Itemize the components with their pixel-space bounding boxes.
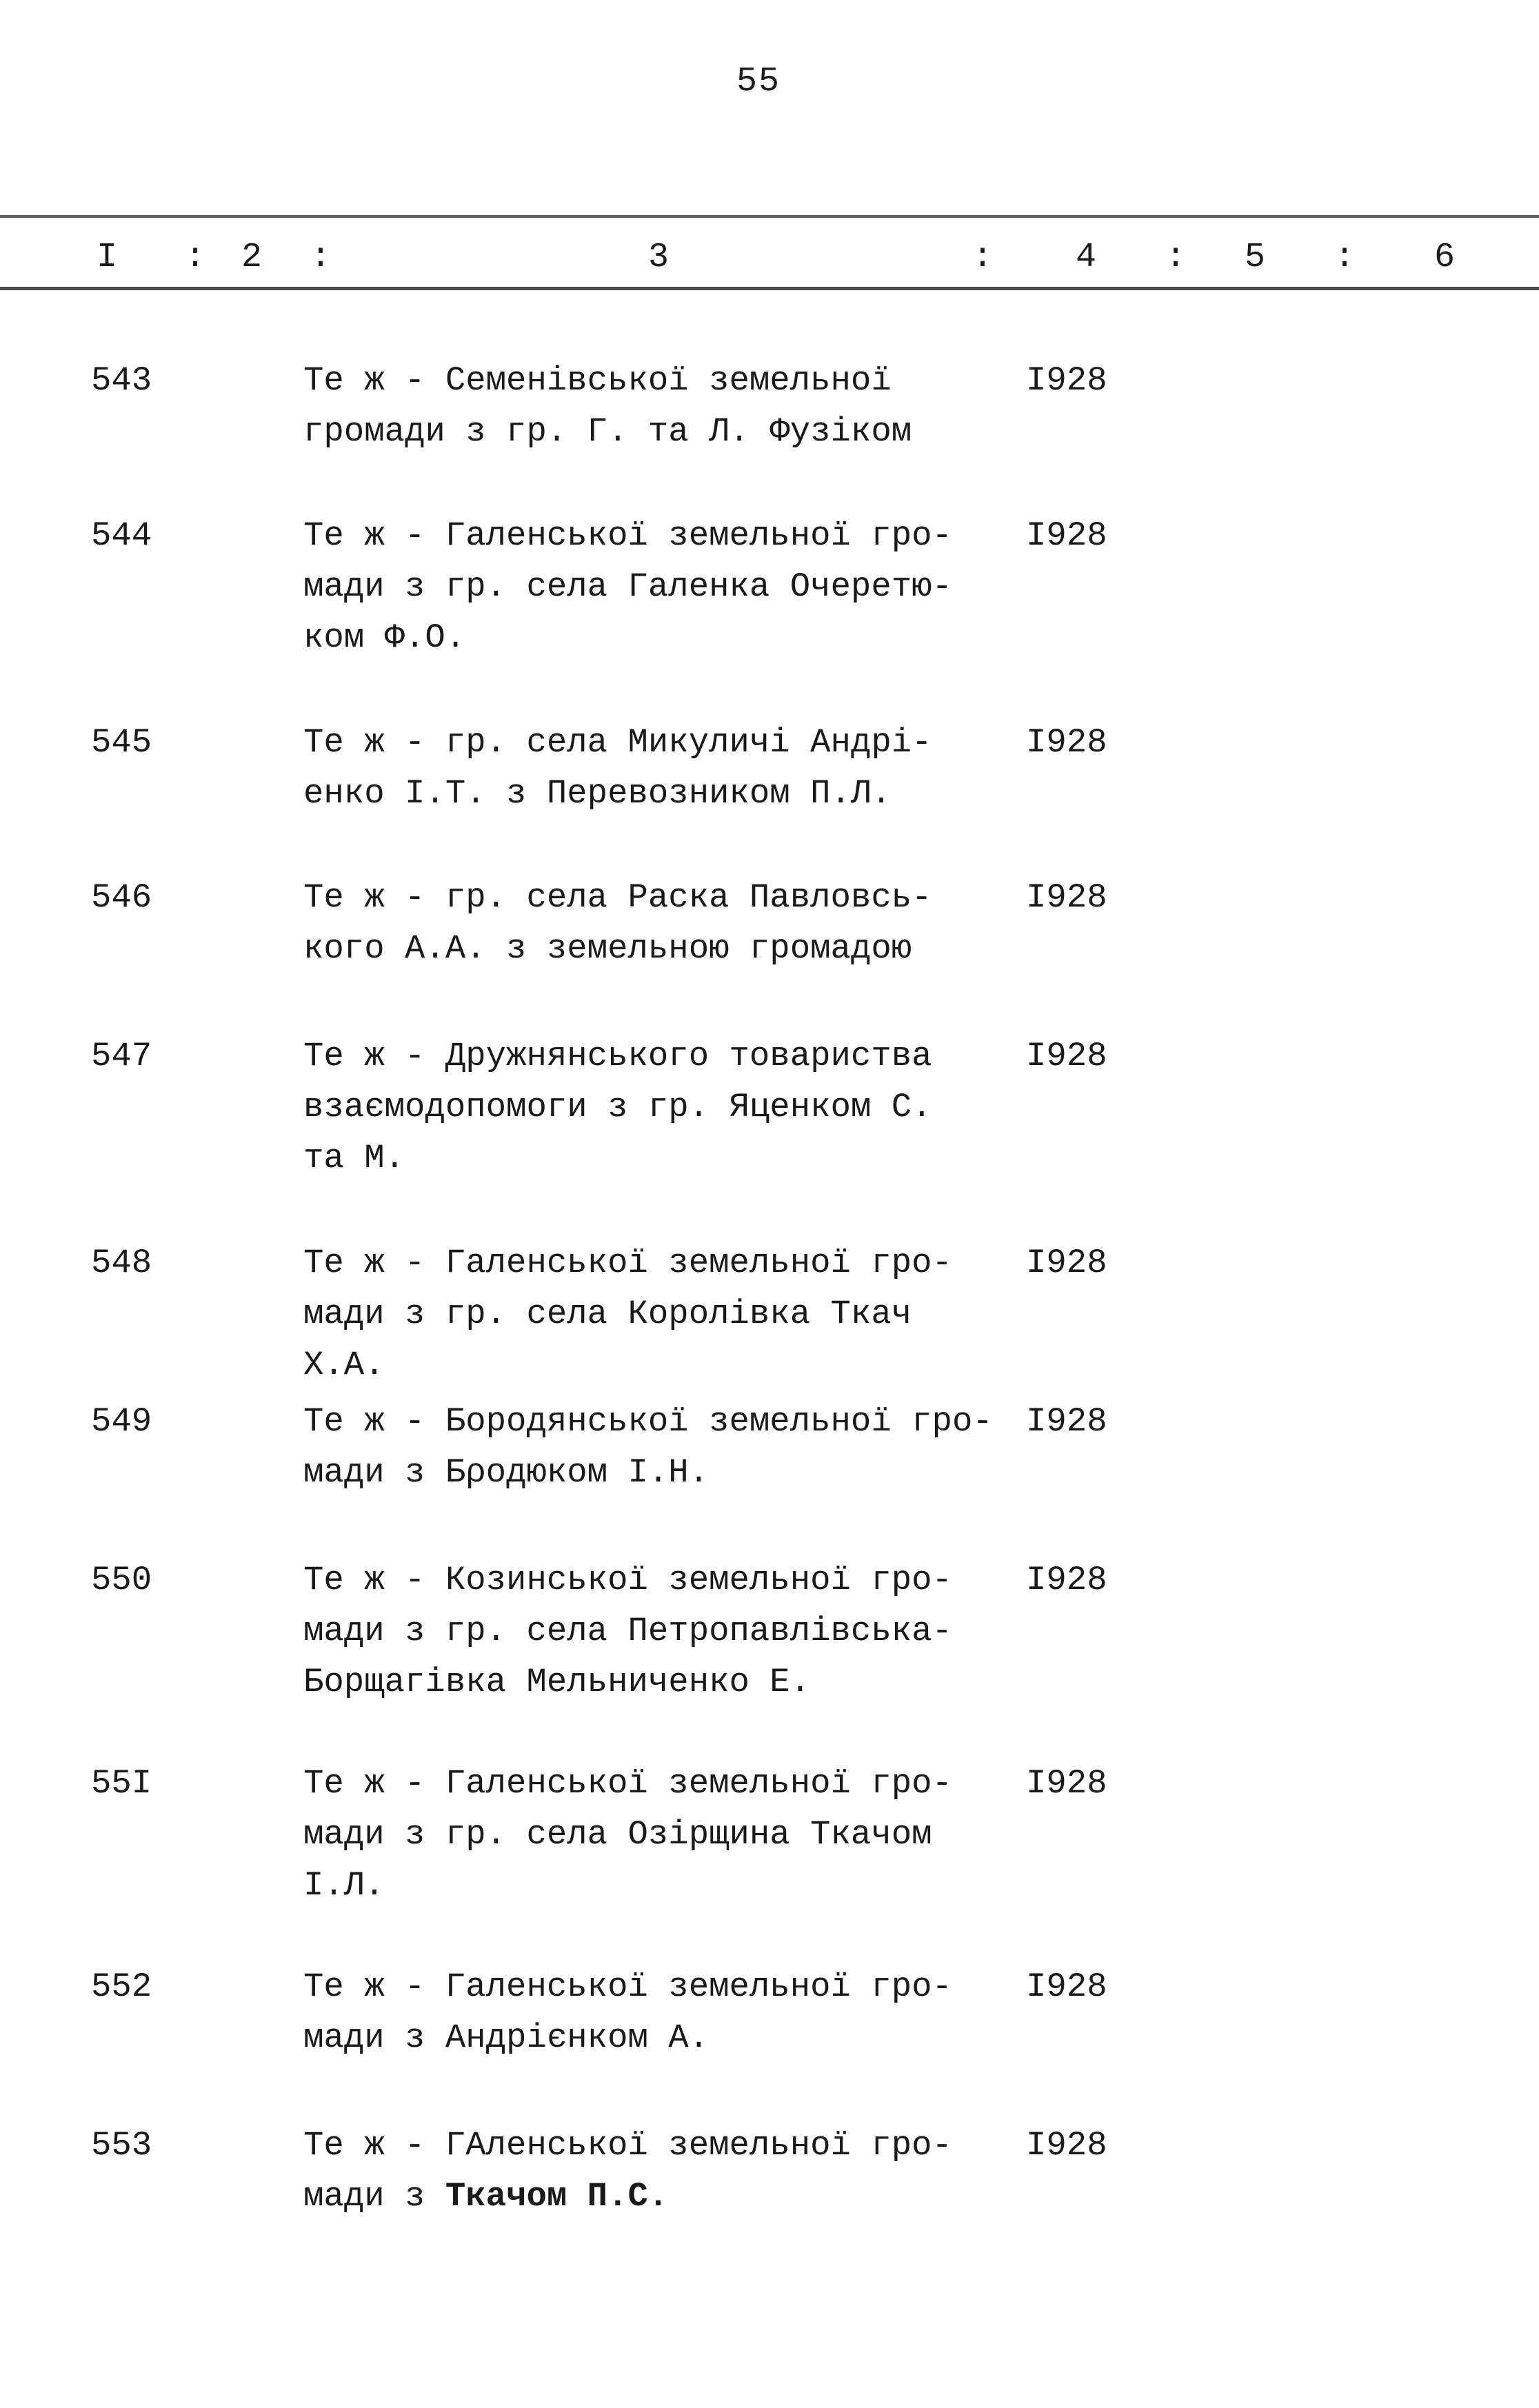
column-separator: : xyxy=(185,238,206,277)
entry-year: I928 xyxy=(1026,1244,1107,1282)
entry-number: 544 xyxy=(91,516,152,555)
entry-number: 543 xyxy=(91,361,152,400)
table-header xyxy=(0,238,1539,279)
entry-description: Те ж - Козинської земельної гро- мади з гр. села Петропавлівська- Борщагівка Мельниченко Е. xyxy=(303,1561,952,1701)
entry-year: I928 xyxy=(1026,361,1107,400)
entry-description-text: Те ж - ГАленської земельної гро- мади з xyxy=(303,2126,952,2216)
entry-year: I928 xyxy=(1026,1967,1107,2006)
entry-year: I928 xyxy=(1026,1764,1107,1803)
entry-year: I928 xyxy=(1026,2126,1107,2165)
entry-number: 552 xyxy=(91,1967,152,2006)
entry-description xyxy=(303,2120,1007,2222)
column-separator: : xyxy=(1334,238,1356,277)
table-top-rule xyxy=(0,215,1539,218)
entry-year: I928 xyxy=(1026,723,1107,762)
entry-description: Те ж - гр. села Микуличі Андрі- енко І.Т. з Перевозником П.Л. xyxy=(303,723,932,813)
column-header-3: 3 xyxy=(648,238,670,277)
page-number: 55 xyxy=(736,62,781,101)
entry-year: I928 xyxy=(1026,878,1107,917)
entry-number: 547 xyxy=(91,1037,152,1075)
entry-description: Те ж - Галенської земельної гро- мади з Андрієнком А. xyxy=(303,1967,952,2057)
entry-year: I928 xyxy=(1026,516,1107,555)
entry-description: Те ж - Дружнянського товариства взаємодопомоги з гр. Яценком С. та М. xyxy=(303,1037,932,1177)
entry-number: 553 xyxy=(91,2126,152,2165)
entry-description: Те ж - гр. села Раска Павловсь- кого А.А. з земельною громадою xyxy=(303,878,932,968)
column-header-2: 2 xyxy=(241,238,263,277)
entry-number: 55I xyxy=(91,1764,152,1803)
column-separator: : xyxy=(972,238,994,277)
column-header-1: I xyxy=(97,238,118,277)
entry-description: Те ж - Галенської земельної гро- мади з гр. села Королівка Ткач Х.А. xyxy=(303,1244,952,1384)
column-header-4: 4 xyxy=(1076,238,1097,277)
column-separator: : xyxy=(1165,238,1187,277)
entry-description-bold: Ткачом П.С. xyxy=(445,2177,669,2216)
column-header-6: 6 xyxy=(1434,238,1456,277)
column-header-5: 5 xyxy=(1245,238,1266,277)
entry-number: 549 xyxy=(91,1402,152,1441)
entry-year: I928 xyxy=(1026,1037,1107,1075)
entry-number: 545 xyxy=(91,723,152,762)
entry-description: Те ж - Бородянської земельної гро- мади з Бροдюком І.Н. xyxy=(303,1402,993,1492)
entry-number: 546 xyxy=(91,878,152,917)
column-separator: : xyxy=(310,238,332,277)
entry-description: Те ж - Семенівської земельної громади з гр. Г. та Л. Фузіком xyxy=(303,361,912,451)
entry-number: 550 xyxy=(91,1561,152,1599)
table-header-rule xyxy=(0,287,1539,290)
entry-description: Те ж - Галенської земельної гро- мади з гр. села Галенка Очеретю- ком Ф.О. xyxy=(303,516,952,657)
entry-year: I928 xyxy=(1026,1561,1107,1599)
entry-number: 548 xyxy=(91,1244,152,1282)
entry-year: I928 xyxy=(1026,1402,1107,1441)
entry-description: Те ж - Галенської земельної гро- мади з гр. села Озірщина Ткачом І.Л. xyxy=(303,1764,952,1905)
